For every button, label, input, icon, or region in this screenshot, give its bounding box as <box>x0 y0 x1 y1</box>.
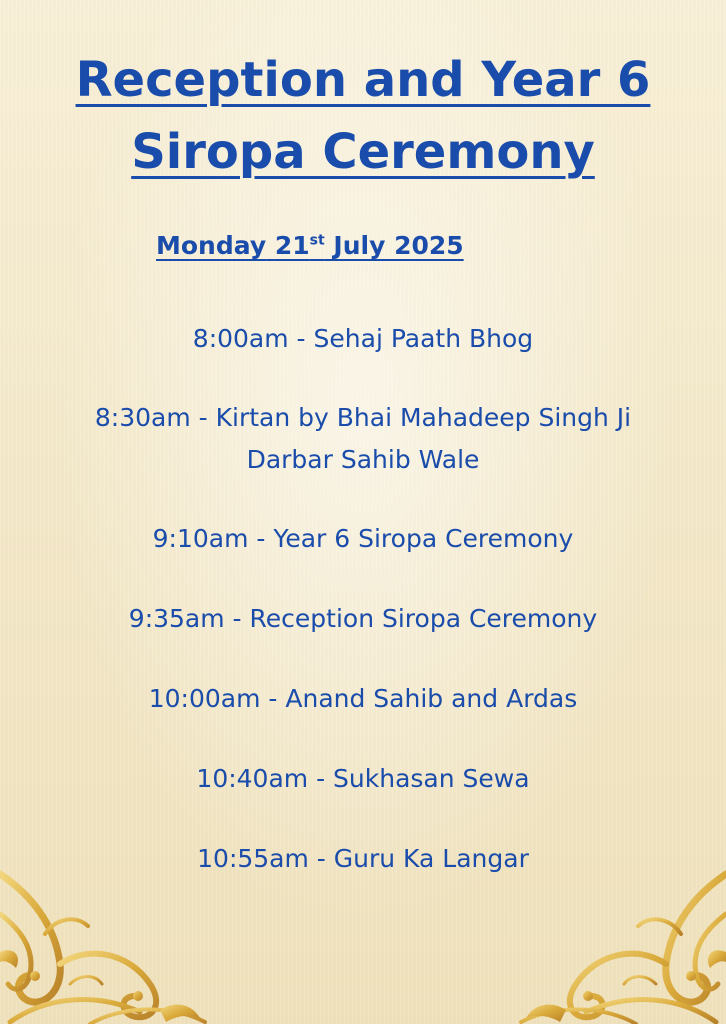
gold-flourish-right-icon <box>516 834 726 1024</box>
schedule-item: 10:00am - Anand Sahib and Ardas <box>148 684 578 713</box>
schedule-item: 9:35am - Reception Siropa Ceremony <box>128 604 598 633</box>
schedule-item: 8:00am - Sehaj Paath Bhog <box>192 324 534 353</box>
schedule-item: 9:10am - Year 6 Siropa Ceremony <box>152 524 574 553</box>
date-month-year: July 2025 <box>333 231 464 260</box>
date-suffix: st <box>309 232 325 249</box>
date-day: 21 <box>274 231 310 260</box>
schedule-item <box>20 397 706 481</box>
schedule-item-line-1: 8:30am - Kirtan by Bhai Mahadeep Singh Ji <box>94 403 632 432</box>
schedule-item-line-2: Darbar Sahib Wale <box>246 445 480 474</box>
title-line-1: Reception and Year 6 <box>75 52 651 108</box>
schedule-item: 10:55am - Guru Ka Langar <box>197 844 529 873</box>
event-date <box>156 228 464 264</box>
gold-flourish-left-icon <box>0 834 210 1024</box>
page-title <box>0 44 726 188</box>
title-line-2: Siropa Ceremony <box>131 124 595 180</box>
schedule-item: 10:40am - Sukhasan Sewa <box>196 764 530 793</box>
date-weekday: Monday <box>156 231 267 260</box>
